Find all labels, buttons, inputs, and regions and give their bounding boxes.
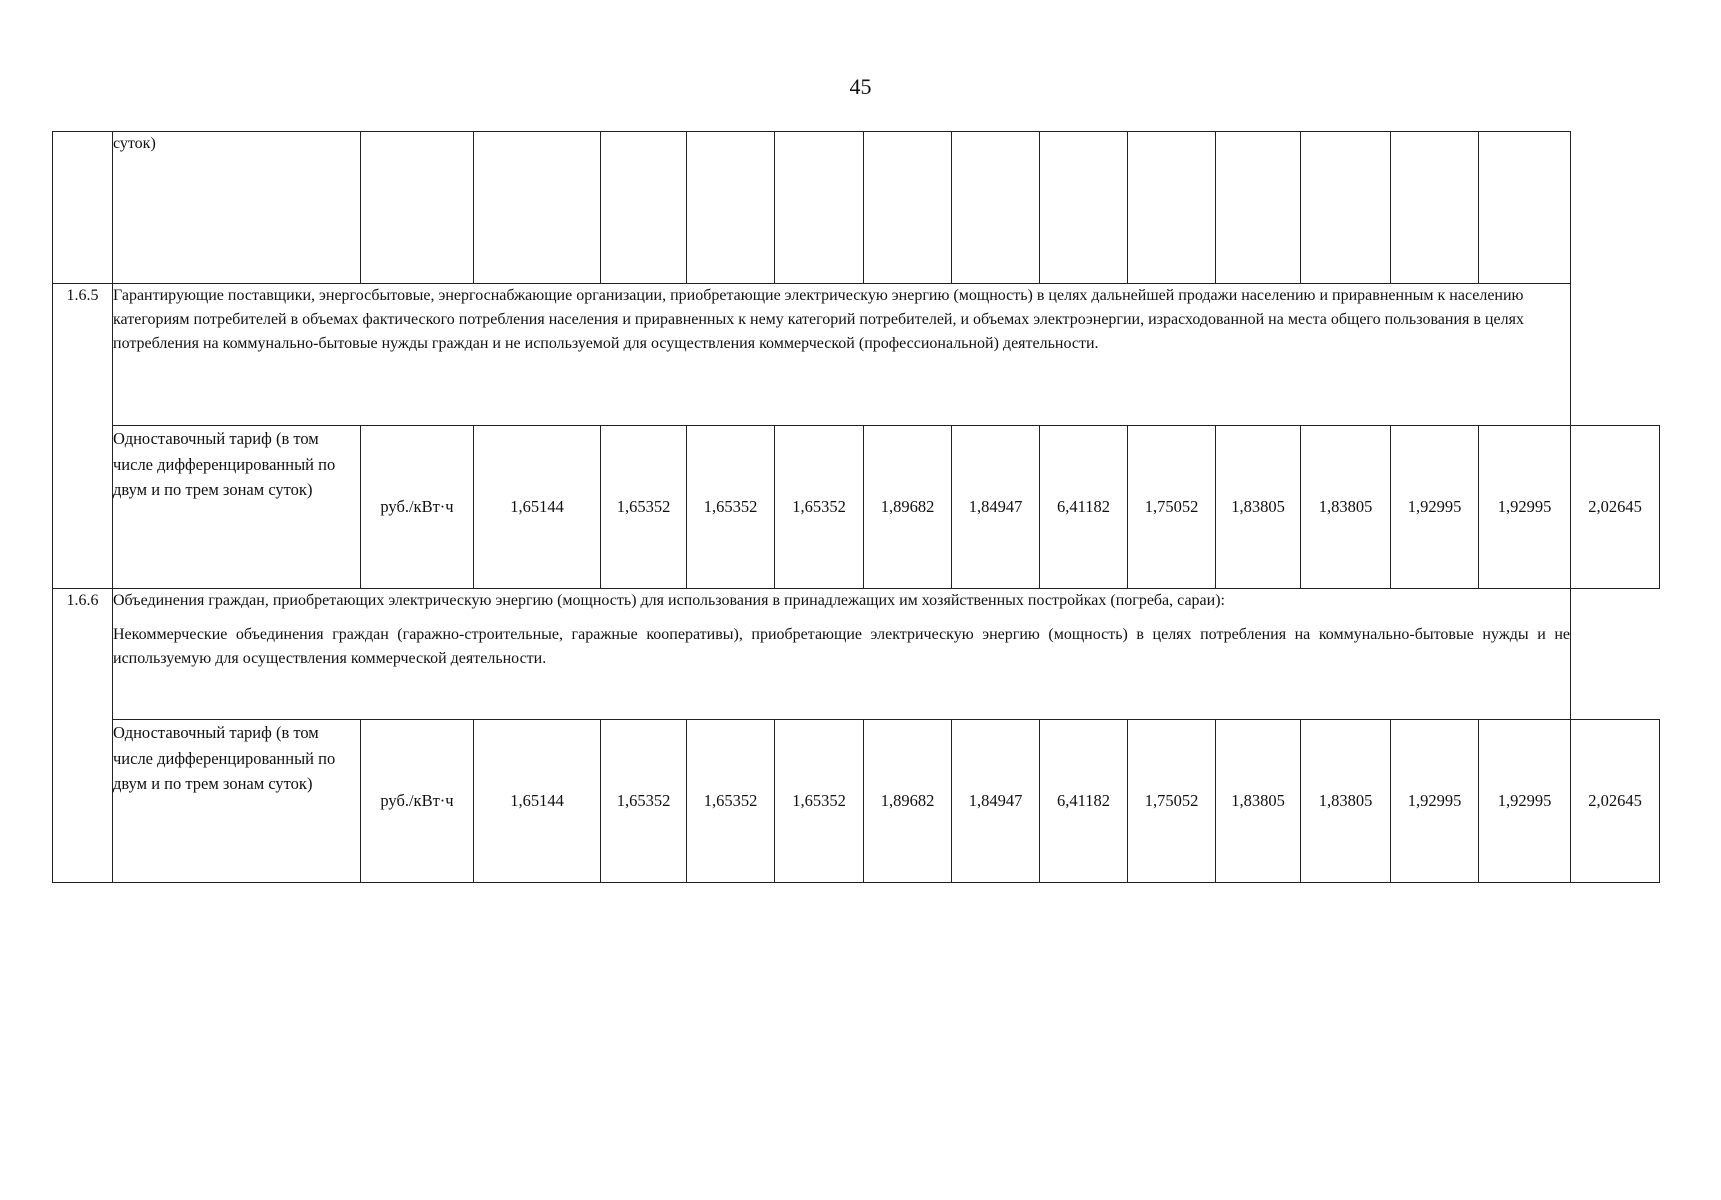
tariff-value: 1,89682: [864, 426, 952, 589]
section-165-tariff-row: [53, 426, 1660, 589]
tariff-label: Одноставочный тариф (в том числе дифференцированный по двум и по трем зонам суток): [113, 720, 361, 883]
page-number: 45: [849, 74, 872, 99]
tariff-unit: руб./кВт·ч: [361, 426, 474, 589]
tariff-value: 6,41182: [1040, 720, 1128, 883]
tariff-value: 1,65352: [687, 426, 775, 589]
section-165-header: [53, 284, 1660, 426]
tariff-value: 1,75052: [1128, 426, 1216, 589]
section-166-description-2: Некоммерческие объединения граждан (гаражно-строительные, гаражные кооперативы), приобретающие электрическую энергию (мощность) в целях потребления на коммунально-бытовые нужды и не используемую для осуществления коммерческой деятельности.: [113, 626, 1570, 667]
section-166-header: [53, 589, 1660, 720]
tariff-value: 1,65352: [601, 720, 687, 883]
tariff-table: [52, 131, 1660, 883]
tariff-value: 1,89682: [864, 720, 952, 883]
continued-label: суток): [113, 132, 361, 284]
tariff-value: 1,65352: [775, 426, 864, 589]
tariff-value: 1,65352: [775, 720, 864, 883]
tariff-value: 2,02645: [1571, 426, 1660, 589]
section-166-number: 1.6.6: [53, 589, 113, 883]
tariff-value: 1,92995: [1391, 426, 1479, 589]
tariff-label: Одноставочный тариф (в том числе дифференцированный по двум и по трем зонам суток): [113, 426, 361, 589]
tariff-unit: руб./кВт·ч: [361, 720, 474, 883]
tariff-value: 1,75052: [1128, 720, 1216, 883]
tariff-value: 1,83805: [1301, 426, 1391, 589]
tariff-value: 1,65144: [474, 720, 601, 883]
tariff-value: 2,02645: [1571, 720, 1660, 883]
tariff-value: 1,83805: [1216, 720, 1301, 883]
tariff-value: 1,83805: [1301, 720, 1391, 883]
tariff-value: 6,41182: [1040, 426, 1128, 589]
section-166-description-block: [113, 589, 1571, 720]
tariff-value: 1,65352: [601, 426, 687, 589]
tariff-value: 1,92995: [1391, 720, 1479, 883]
tariff-value: 1,83805: [1216, 426, 1301, 589]
continued-row: [53, 132, 1660, 284]
section-166-description: Объединения граждан, приобретающих электрическую энергию (мощность) для использования в принадлежащих им хозяйственных постройках (погреба, сараи):: [113, 592, 1225, 609]
tariff-value: 1,92995: [1479, 426, 1571, 589]
row-number-empty: [53, 132, 113, 284]
tariff-value: 1,65144: [474, 426, 601, 589]
section-165-description: Гарантирующие поставщики, энергосбытовые, энергоснабжающие организации, приобретающие электрическую энергию (мощность) в целях дальнейшей продажи населению и приравненным к населению категориям потребителей в объемах фактического потребления населения и приравненных к нему категорий потребителей, и объемах электроэнергии, израсходованной на места общего пользования в целях потребления на коммунально-бытовые нужды граждан и не используемой для осуществления коммерческой (профессиональной) деятельности.: [113, 284, 1571, 426]
section-165-number: 1.6.5: [53, 284, 113, 589]
tariff-value: 1,84947: [952, 426, 1040, 589]
section-166-tariff-row: [53, 720, 1660, 883]
tariff-value: 1,92995: [1479, 720, 1571, 883]
tariff-value: 1,65352: [687, 720, 775, 883]
tariff-value: 1,84947: [952, 720, 1040, 883]
